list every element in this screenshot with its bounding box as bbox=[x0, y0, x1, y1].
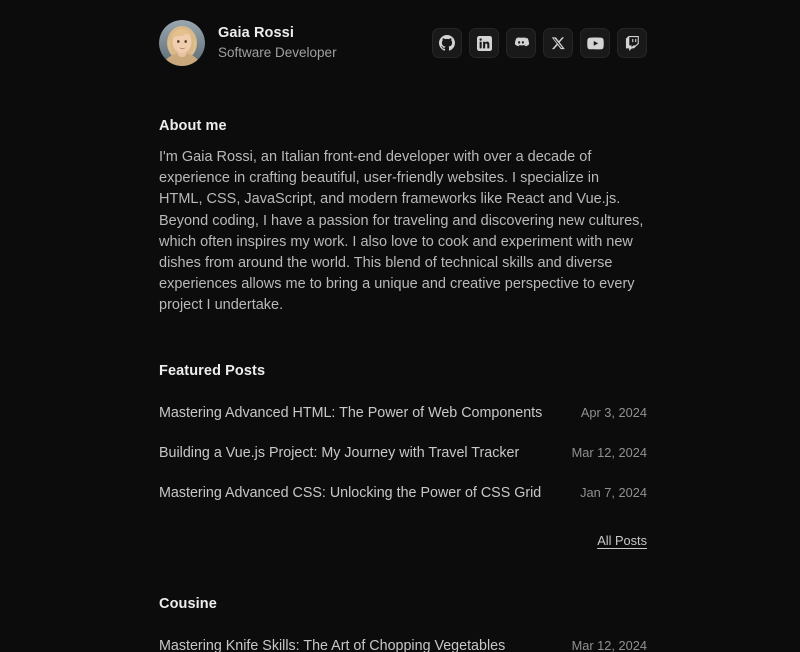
profile-role: Software Developer bbox=[218, 45, 337, 60]
about-heading: About me bbox=[159, 118, 227, 134]
discord-icon[interactable] bbox=[506, 28, 536, 58]
featured-posts-heading: Featured Posts bbox=[159, 362, 266, 379]
post-date: Apr 3, 2024 bbox=[580, 404, 647, 420]
post-date: Mar 12, 2024 bbox=[571, 637, 647, 652]
linkedin-icon[interactable] bbox=[469, 28, 499, 58]
post-title: Mastering Advanced CSS: Unlocking the Power of CSS Grid bbox=[159, 484, 542, 501]
list-item[interactable] bbox=[159, 626, 647, 652]
social-links bbox=[432, 28, 647, 58]
avatar bbox=[159, 20, 205, 66]
github-icon[interactable] bbox=[432, 28, 462, 58]
post-title: Mastering Advanced HTML: The Power of Web Components bbox=[159, 404, 543, 421]
about-body: I'm Gaia Rossi, an Italian front-end developer with over a decade of experience in crafting beautiful, user-friendly websites. I specialize in HTML, CSS, JavaScript, and modern frameworks like React and Vue.js. Beyond coding, I have a passion for traveling and discovering new cultures, which often inspires my work. I also love to cook and experiment with new dishes from around the world. This blend of technical skills and diverse experiences allows me to bring a unique and creative perspective to every project I undertake. bbox=[159, 149, 644, 314]
featured-posts-list bbox=[159, 393, 647, 513]
list-item[interactable] bbox=[159, 433, 647, 473]
youtube-icon[interactable] bbox=[580, 28, 610, 58]
cousine-posts-list bbox=[159, 626, 647, 652]
post-title: Mastering Knife Skills: The Art of Chopping Vegetables bbox=[159, 637, 506, 652]
list-item[interactable] bbox=[159, 393, 647, 433]
post-date: Jan 7, 2024 bbox=[580, 484, 647, 500]
all-posts-row bbox=[159, 533, 647, 548]
list-item[interactable] bbox=[159, 473, 647, 513]
profile-page-content bbox=[159, 0, 647, 652]
cousine-heading: Cousine bbox=[159, 595, 217, 612]
x-icon[interactable] bbox=[543, 28, 573, 58]
all-posts-link[interactable]: All Posts bbox=[597, 532, 647, 548]
profile-name: Gaia Rossi bbox=[218, 25, 294, 41]
profile-names bbox=[218, 25, 337, 61]
profile-header bbox=[159, 0, 647, 66]
profile-identity bbox=[159, 20, 337, 66]
twitch-icon[interactable] bbox=[617, 28, 647, 58]
post-title: Building a Vue.js Project: My Journey with Travel Tracker bbox=[159, 444, 520, 461]
post-date: Mar 12, 2024 bbox=[571, 444, 647, 460]
